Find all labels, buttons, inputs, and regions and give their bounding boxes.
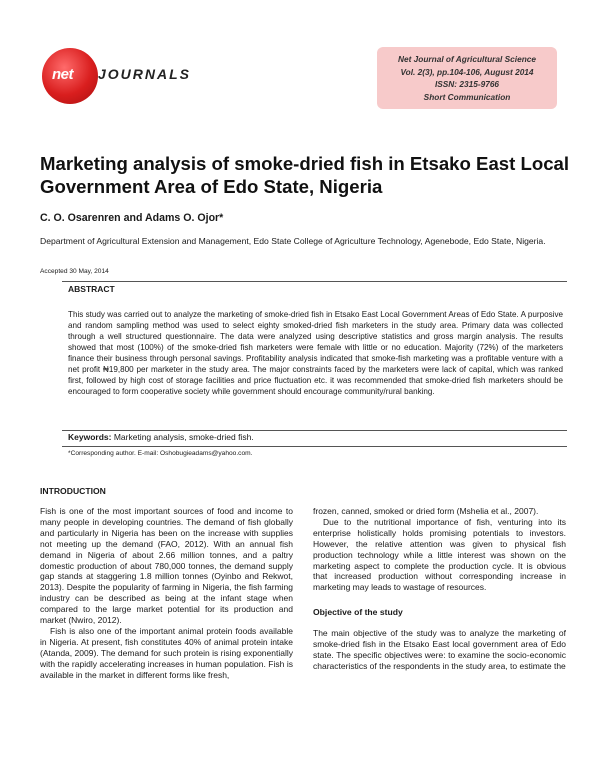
journal-issn: ISSN: 2315-9766 [434, 79, 500, 89]
authors: C. O. Osarenren and Adams O. Ojor* [40, 212, 224, 224]
column-left [40, 506, 293, 681]
logo-net-text: net [52, 66, 73, 83]
intro-paragraph-1: Fish is one of the most important sources of food and income to many people in developing countries. The demand of fish globally and particularly in Nigeria has been on the increase with supplies not meeting up the demand (FAO, 2012). With an annual fish demand in Nigeria of about 2.66 million tonnes, and a paltry domestic production of about 780,000 tonnes, the demand supply gap stands at staggering 1.8 million tonnes (Oyinbo and Rekwot, 2013). Despite the popularity of farming in Nigeria, the fish farming industry can be described as being at the infant stage when compared to the large market potential for its production and market (Nwiro, 2012). [40, 506, 293, 626]
objective-paragraph: The main objective of the study was to analyze the marketing of smoke-dried fish in the Etsako East local government area of Edo state. The specific objectives were: to examine the socio-economic characteristics of the respondents in the study area, to estimate the [313, 628, 566, 671]
keywords-text: Marketing analysis, smoke-dried fish. [111, 432, 254, 442]
abstract-text: This study was carried out to analyze the marketing of smoke-dried fish in Etsako East Local Government Areas of Edo State. A purposive and random sampling method was used to select eighty smoked-dried fish marketers in the study area. Primary data was collected through a well structured questionnaire. The data were analyzed using descriptive statistics and gross margin analysis. The results showed that most (100%) of the smoke-dried fish marketers were female with little or no education. Majority (72%) of the marketers finance their business through personal savings. Profitability analysis indicated that smoke-fish marketing was a profitable venture with a net profit ₦19,800 per marketer in the study area. The major constraints faced by the marketers were lack of capital, which was ranked first, followed by high cost of storage facilities and price fluctuation etc. it was recommended that smoke-dried fish marketers should be encouraged to form cooperative society while government should encourage community/rural banking. [68, 310, 563, 396]
keywords-rule [62, 430, 567, 431]
objective-heading: Objective of the study [313, 607, 403, 618]
abstract-heading: ABSTRACT [68, 284, 115, 294]
keywords [68, 432, 254, 442]
intro-paragraph-2: Fish is also one of the important animal protein foods available in Nigeria. At present, fish constitutes 40% of animal protein intake (Atanda, 2009). The demand for such protein is rising exponentially with the rapidly accelerating increases in human population. Fish is available in the market in different forms like fresh, [40, 625, 293, 680]
paper-title: Marketing analysis of smoke-dried fish in Etsako East Local Government Area of Edo State, Nigeria [40, 153, 570, 197]
intro-paragraph-4: Due to the nutritional importance of fish, venturing into its enterprise holistically holds promising potentials to investors. However, the relative attention was given to physical fish production technology while a little interest was shown on the marketing aspect to complete the production cycle. It is obvious that increased production without corresponding increase in marketing may leads to wastage of resources. [313, 516, 566, 593]
journal-name: Net Journal of Agricultural Science [397, 54, 536, 64]
corresponding-author: *Corresponding author. E-mail: Oshobugieadams@yahoo.com. [68, 450, 253, 457]
netjournals-logo [42, 46, 207, 106]
journal-info-box [377, 47, 557, 109]
column-right [313, 506, 566, 672]
logo-journals-text: JOURNALS [98, 66, 192, 82]
article-type: Short Communication [423, 91, 511, 102]
keywords-label: Keywords: [68, 432, 112, 442]
corr-rule [62, 446, 567, 447]
affiliation: Department of Agricultural Extension and Management, Edo State College of Agriculture Technology, Agenebode, Edo State, Nigeria. [40, 236, 546, 246]
journal-volume: Vol. 2(3), pp.104-106, August 2014 [400, 66, 534, 77]
abstract-top-rule [62, 281, 567, 282]
accepted-date: Accepted 30 May, 2014 [40, 268, 109, 275]
intro-paragraph-3: frozen, canned, smoked or dried form (Mshelia et al., 2007). [313, 506, 539, 516]
introduction-heading: INTRODUCTION [40, 486, 106, 496]
